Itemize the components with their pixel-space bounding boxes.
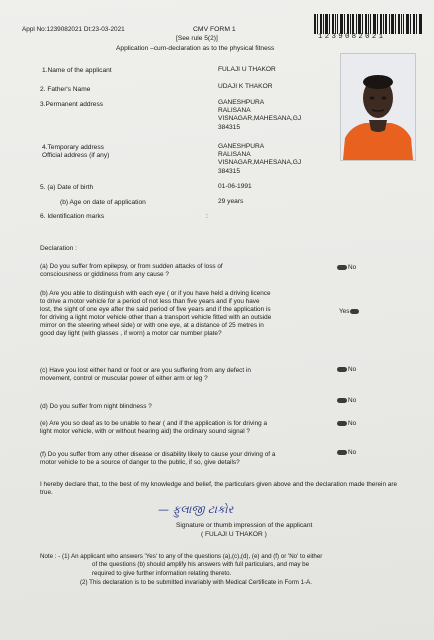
appl-no: Appl No:1239082021 Dt:23-03-2021 [22, 26, 125, 33]
answer-b [339, 308, 359, 316]
dob-value: 01-06-1991 [218, 183, 252, 190]
temp-address-line: 384315 [218, 168, 241, 175]
answer-e [337, 420, 356, 428]
identification-value: : [206, 213, 208, 220]
declaration-item-e: (e) Are you so deaf as to be unable to hear ( and if the application is for driving a light motor vehicle, with or without hearing aid) the ordinary sound signal ? [40, 420, 268, 435]
answer-b-text: Yes [339, 308, 350, 315]
answer-a-text: No [348, 264, 357, 271]
strike-mark [350, 309, 359, 314]
person-photo-icon [341, 54, 415, 160]
father-value: UDAJI K THAKOR [218, 83, 273, 90]
perm-address-line: VISNAGAR,MAHESANA,GJ [218, 115, 302, 122]
name-value: FULAJI U THAKOR [218, 66, 276, 73]
declaration-heading: Declaration : [40, 245, 78, 252]
answer-c-text: No [348, 366, 357, 373]
strike-mark [337, 450, 347, 455]
barcode-graphic [314, 14, 422, 34]
declaration-item-c: (c) Have you lost either hand or foot or are you suffering from any defect in movement, control or muscular power of either arm or leg ? [40, 367, 251, 382]
answer-e-text: No [348, 420, 357, 427]
barcode-number: 1239082021 [318, 33, 386, 41]
answer-d [337, 397, 356, 405]
answer-f [337, 449, 356, 457]
applicant-photo [340, 53, 416, 161]
perm-address-line: 384315 [218, 124, 241, 131]
answer-a [337, 264, 356, 272]
note-line-2: of the questions (b) should amplify his answers with full particulars, and may be [92, 561, 310, 568]
note-line-3: required to give further information relating thereto. [92, 570, 232, 577]
strike-mark [337, 421, 347, 426]
identification-label: 6. Identification marks [40, 213, 105, 220]
temp-address-line: VISNAGAR,MAHESANA,GJ [218, 159, 302, 166]
perm-address-line: GANESHPURA [218, 99, 265, 106]
declaration-item-b: (b) Are you able to distinguish with each eye ( or if you have held a driving licence to drive a motor vehicle for a period of not less than five years and if you have lost, the sight of one eye after the said period of five years and if the application is for driving a light motor vehicle other than a transport vehicle fitted with an outside mirror on the steering wheel side) or with one eye, at a distance of 25 metres in good day light (with glasses , if worn) a motor car number plate? [40, 290, 272, 337]
declaration-item-a: (a) Do you suffer from epilepsy, or from sudden attacks of loss of consciousness or giddiness from any cause ? [40, 263, 223, 278]
dob-label: 5. (a) Date of birth [40, 184, 94, 191]
name-label: 1.Name of the applicant [42, 67, 112, 74]
perm-address-line: RALISANA [218, 107, 251, 114]
perm-address-label: 3.Permanent address [40, 101, 104, 108]
father-label: 2. Father's Name [40, 86, 91, 93]
declaration-item-f: (f) Do you suffer from any other disease or disability likely to cause your driving of a motor vehicle to be a source of danger to the public, if so, give details? [40, 451, 276, 466]
age-value: 29 years [218, 198, 244, 205]
applicant-signature: — ફુલાજી ટાકોર [158, 503, 234, 516]
age-label: (b) Age on date of application [60, 199, 146, 206]
rule-ref: [See rule 5(2)] [176, 35, 218, 42]
signature-caption: Signature or thumb impression of the applicant [176, 522, 313, 529]
answer-c [337, 366, 356, 374]
official-address-label: Official address (if any) [42, 152, 110, 159]
form-subtitle: Application –cum-declaration as to the physical fitness [116, 45, 275, 52]
strike-mark [337, 367, 347, 372]
note-line-4: (2) This declaration is to be submitted invariably with Medical Certificate in Form 1-A. [80, 579, 313, 586]
form-title: CMV FORM 1 [193, 26, 236, 33]
answer-f-text: No [348, 449, 357, 456]
temp-address-line: RALISANA [218, 151, 251, 158]
temp-address-label: 4.Temporary address [42, 144, 104, 151]
note-line-1: Note : - (1) An applicant who answers 'Yes' to any of the questions (a),(c),(d), (e) and (f) or 'No' to either [40, 553, 323, 560]
signature-name: ( FULAJI U THAKOR ) [201, 531, 267, 538]
answer-d-text: No [348, 397, 357, 404]
declaration-closing: I hereby declare that, to the best of my knowledge and belief, the particulars given above and the declaration made therein are true. [40, 481, 398, 496]
temp-address-line: GANESHPURA [218, 143, 265, 150]
strike-mark [337, 265, 347, 270]
declaration-item-d: (d) Do you suffer from night blindness ? [40, 403, 152, 410]
strike-mark [337, 398, 347, 403]
